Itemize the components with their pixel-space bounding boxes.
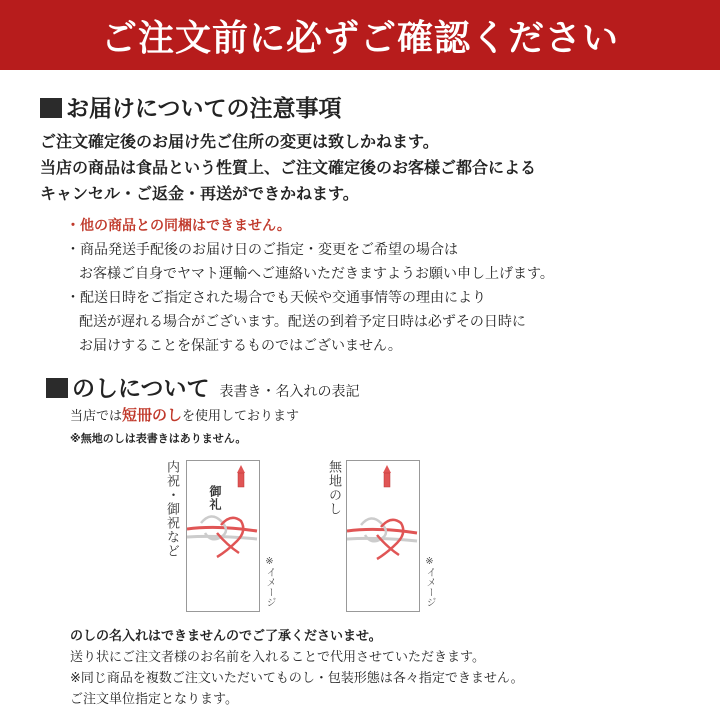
noshi-right: [346, 460, 420, 612]
noshi-left: [186, 460, 260, 612]
bullet-delay: ・配送日時をご指定された場合でも天候や交通事情等の理由により 配送が遅れる場合がございます。配送の到着予定日時は必ずその日時に お届けすることを保証するものではございません。: [66, 290, 526, 354]
bullet-no-bundle: ・他の商品との同梱はできません。: [66, 218, 291, 234]
noshi-subheading: 表書き・名入れの表記: [219, 384, 360, 400]
noshi-decoration-left: [187, 461, 259, 611]
noshi-footer: のしの名入れはできませんのでご了承くださいませ。 送り状にご注文者様のお名前を入れることで代用させていただきます。 ※同じ商品を複数ご注文いただいてものし・包装形態は各々指定できません。 ご注文単位指定となります。: [70, 629, 524, 707]
noshi-decoration-right: [347, 461, 419, 611]
square-bullet-icon: [40, 98, 62, 118]
delivery-intro: ご注文確定後のお届け先ご住所の変更は致しかねます。 当店の商品は食品という性質上、ご注文確定後のお客様ご都合による キャンセル・ご返金・再送ができかねます。: [40, 132, 537, 203]
banner-title: ご注文前に必ずご確認ください: [100, 17, 619, 59]
noshi-note: ※無地のしは表書きはありません。: [70, 432, 247, 445]
noshi-inscription: 御礼: [208, 485, 222, 511]
image-note-right: ※イメージ: [424, 556, 435, 607]
noshi-usage: 当店では短冊のしを使用しております: [70, 406, 300, 424]
square-bullet-icon: [46, 378, 68, 398]
image-note-left: ※イメージ: [264, 556, 275, 607]
left-noshi-label: 内祝・御祝など: [164, 460, 179, 558]
header-banner: [0, 0, 720, 70]
delivery-bullets: [66, 214, 554, 358]
bullet-date-change: ・商品発送手配後のお届け日のご指定・変更をご希望の場合は お客様ご自身でヤマト運輸へご連絡いただきますようお願い申し上げます。: [66, 242, 554, 282]
delivery-heading: お届けについての注意事項: [40, 90, 342, 123]
right-noshi-label: 無地のし: [326, 460, 341, 516]
noshi-emblem-icon: [237, 465, 245, 473]
noshi-emblem-icon: [383, 465, 391, 473]
noshi-heading: のしについて 表書き・名入れの表記: [46, 370, 360, 403]
